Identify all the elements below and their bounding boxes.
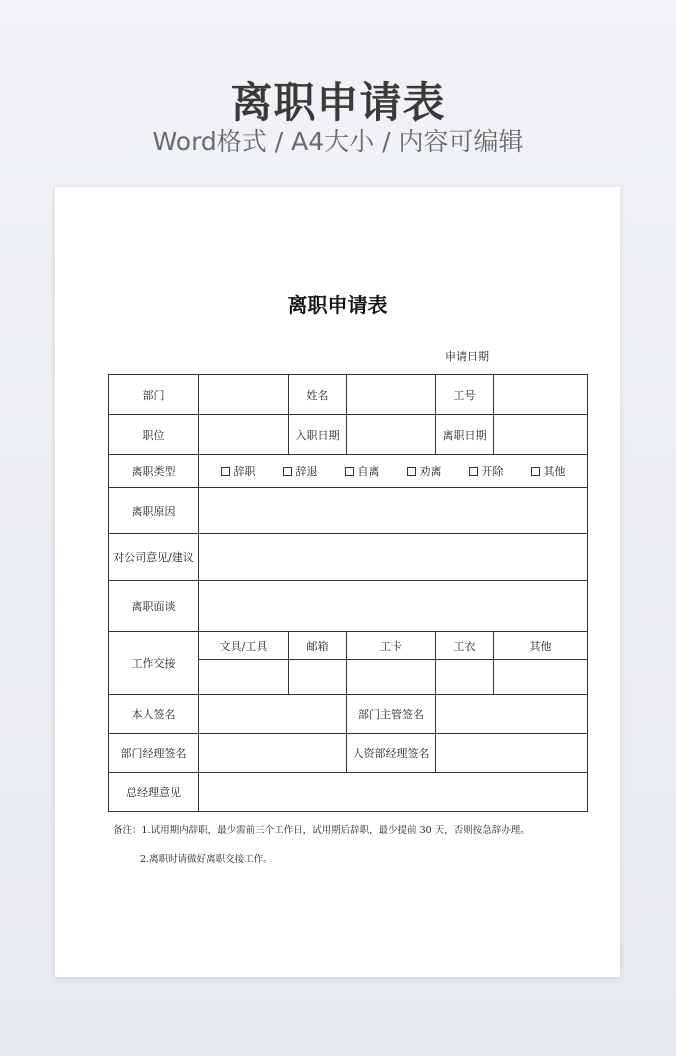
checkbox-icon[interactable]	[221, 467, 230, 476]
employee-id-cell[interactable]	[494, 375, 588, 415]
leave-type-options	[199, 455, 588, 488]
employee-id-label: 工号	[436, 375, 494, 415]
self-signature-cell[interactable]	[199, 695, 347, 734]
leave-type-option[interactable]: 辞退	[283, 463, 318, 479]
leave-reason-cell[interactable]	[199, 488, 588, 534]
handover-item-label: 工卡	[347, 632, 436, 660]
gm-opinion-label: 总经理意见	[109, 773, 199, 812]
leave-type-option[interactable]: 劝离	[407, 463, 442, 479]
name-cell[interactable]	[347, 375, 436, 415]
leave-type-option[interactable]: 辞职	[221, 463, 256, 479]
self-signature-label: 本人签名	[109, 695, 199, 734]
checkbox-icon[interactable]	[345, 467, 354, 476]
document-title: 离职申请表	[287, 293, 388, 317]
leave-type-option[interactable]: 开除	[469, 463, 504, 479]
resignation-form-table	[108, 374, 588, 812]
supervisor-signature-label: 部门主管签名	[347, 695, 436, 734]
hire-date-label: 入职日期	[289, 415, 347, 455]
handover-item-cell[interactable]	[289, 660, 347, 695]
handover-item-label: 其他	[494, 632, 588, 660]
name-label: 姓名	[289, 375, 347, 415]
gm-opinion-cell[interactable]	[199, 773, 588, 812]
leave-type-option[interactable]: 自离	[345, 463, 380, 479]
checkbox-icon[interactable]	[531, 467, 540, 476]
leave-type-label: 离职类型	[109, 455, 199, 488]
checkbox-icon[interactable]	[469, 467, 478, 476]
note-line: 2.离职时请做好离职交接工作。	[140, 854, 273, 865]
position-cell[interactable]	[199, 415, 289, 455]
handover-item-cell[interactable]	[436, 660, 494, 695]
position-label: 职位	[109, 415, 199, 455]
document-page	[55, 187, 620, 977]
banner-title: 离职申请表	[230, 78, 446, 127]
exit-interview-label: 离职面谈	[109, 581, 199, 632]
hr-signature-label: 人资部经理签名	[347, 734, 436, 773]
handover-item-cell[interactable]	[494, 660, 588, 695]
checkbox-icon[interactable]	[407, 467, 416, 476]
handover-item-cell[interactable]	[347, 660, 436, 695]
leave-date-label: 离职日期	[436, 415, 494, 455]
handover-item-label: 工衣	[436, 632, 494, 660]
exit-interview-cell[interactable]	[199, 581, 588, 632]
manager-signature-label: 部门经理签名	[109, 734, 199, 773]
hr-signature-cell[interactable]	[436, 734, 588, 773]
department-label: 部门	[109, 375, 199, 415]
note-line: 备注：1.试用期内辞职，最少需前三个工作日，试用期后辞职，最少提前 30 天，否则按急辞办理。	[113, 825, 530, 836]
handover-label: 工作交接	[109, 632, 199, 695]
manager-signature-cell[interactable]	[199, 734, 347, 773]
company-feedback-label: 对公司意见/建议	[109, 534, 199, 581]
apply-date-label: 申请日期	[445, 350, 489, 363]
checkbox-icon[interactable]	[283, 467, 292, 476]
leave-date-cell[interactable]	[494, 415, 588, 455]
hire-date-cell[interactable]	[347, 415, 436, 455]
banner-subtitle: Word格式 / A4大小 / 内容可编辑	[152, 127, 524, 156]
handover-item-label: 邮箱	[289, 632, 347, 660]
supervisor-signature-cell[interactable]	[436, 695, 588, 734]
leave-type-option[interactable]: 其他	[531, 463, 566, 479]
department-cell[interactable]	[199, 375, 289, 415]
leave-reason-label: 离职原因	[109, 488, 199, 534]
handover-item-cell[interactable]	[199, 660, 289, 695]
company-feedback-cell[interactable]	[199, 534, 588, 581]
handover-item-label: 文具/工具	[199, 632, 289, 660]
